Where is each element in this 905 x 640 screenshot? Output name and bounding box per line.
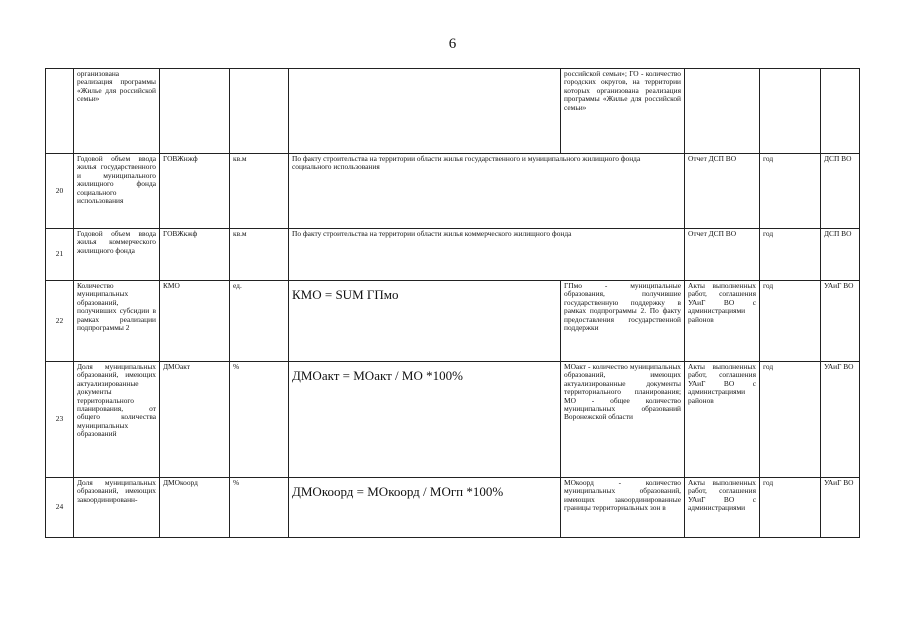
row-number: 23 — [46, 362, 74, 478]
indicator-code: ГОВЖкжф — [160, 229, 230, 281]
indicator-unit: ед. — [230, 281, 289, 362]
indicator-unit: % — [230, 478, 289, 538]
indicator-unit: % — [230, 362, 289, 478]
data-source: Акты выполненных работ, соглашения УАиГ ВО с администрациями районов — [685, 281, 760, 362]
calculation-method — [289, 69, 561, 154]
indicator-name: Количество муниципальных образований, получивших субсидии в рамках реализации подпрограммы 2 — [74, 281, 160, 362]
table-row — [46, 362, 860, 478]
responsible: УАиГ ВО — [821, 281, 860, 362]
indicator-code: ГОВЖнжф — [160, 154, 230, 229]
responsible: ДСП ВО — [821, 229, 860, 281]
data-source: Акты выполненных работ, соглашения УАиГ ВО с администрациями — [685, 478, 760, 538]
indicator-unit: кв.м — [230, 154, 289, 229]
data-source — [685, 69, 760, 154]
table-row — [46, 478, 860, 538]
indicator-unit — [230, 69, 289, 154]
responsible: ДСП ВО — [821, 154, 860, 229]
indicator-name: Доля муниципальных образований, имеющих актуализированные документы территориального планирования, от общего количества муниципальных образований — [74, 362, 160, 478]
row-number: 20 — [46, 154, 74, 229]
data-source: Акты выполненных работ, соглашения УАиГ ВО с администрациями районов — [685, 362, 760, 478]
indicator-code: ДМОкоорд — [160, 478, 230, 538]
table-row — [46, 154, 860, 229]
formula: ДМОкоорд = МОкоорд / МОгп *100% — [289, 478, 561, 538]
indicator-unit: кв.м — [230, 229, 289, 281]
indicator-name: организована реализация программы «Жилье для российской семьи» — [74, 69, 160, 154]
table-row — [46, 281, 860, 362]
responsible — [821, 69, 860, 154]
formula: ДМОакт = МОакт / МО *100% — [289, 362, 561, 478]
formula-variables: МОкоорд - количество муниципальных образований, имеющих закоординированные границы территориальных зон в — [561, 478, 685, 538]
period: год — [760, 229, 821, 281]
indicator-name: Годовой объем ввода жилья государственного и муниципального жилищного фонда социального использования — [74, 154, 160, 229]
indicator-code: КМО — [160, 281, 230, 362]
formula-variables: ГПмо - муниципальные образования, получившие государственную поддержку в рамках подпрограммы 2. По факту предоставления государственной поддержки — [561, 281, 685, 362]
period — [760, 69, 821, 154]
table-row — [46, 229, 860, 281]
calculation-method: По факту строительства на территории области жилья государственного и муниципального жилищного фонда социального использования — [289, 154, 685, 229]
indicator-code — [160, 69, 230, 154]
table-row — [46, 69, 860, 154]
calculation-method: По факту строительства на территории области жилья коммерческого жилищного фонда — [289, 229, 685, 281]
data-source: Отчет ДСП ВО — [685, 229, 760, 281]
period: год — [760, 281, 821, 362]
indicator-name: Годовой объем ввода жилья коммерческого жилищного фонда — [74, 229, 160, 281]
indicator-name: Доля муниципальных образований, имеющих закоординированн- — [74, 478, 160, 538]
period: год — [760, 478, 821, 538]
row-number: 24 — [46, 478, 74, 538]
row-number — [46, 69, 74, 154]
period: год — [760, 362, 821, 478]
indicators-table — [45, 68, 860, 538]
row-number: 22 — [46, 281, 74, 362]
formula-variables: российской семьи»; ГО - количество городских округов, на территории которых организована реализация программы «Жилье для российской семьи» — [561, 69, 685, 154]
page-number: 6 — [448, 36, 457, 52]
indicator-code: ДМОакт — [160, 362, 230, 478]
responsible: УАиГ ВО — [821, 362, 860, 478]
period: год — [760, 154, 821, 229]
row-number: 21 — [46, 229, 74, 281]
formula-variables: МОакт - количество муниципальных образований, имеющих актуализированные документы территориального планирования; МО - общее количество муниципальных образований Воронежской области — [561, 362, 685, 478]
responsible: УАиГ ВО — [821, 478, 860, 538]
data-source: Отчет ДСП ВО — [685, 154, 760, 229]
formula: КМО = SUM ГПмо — [289, 281, 561, 362]
